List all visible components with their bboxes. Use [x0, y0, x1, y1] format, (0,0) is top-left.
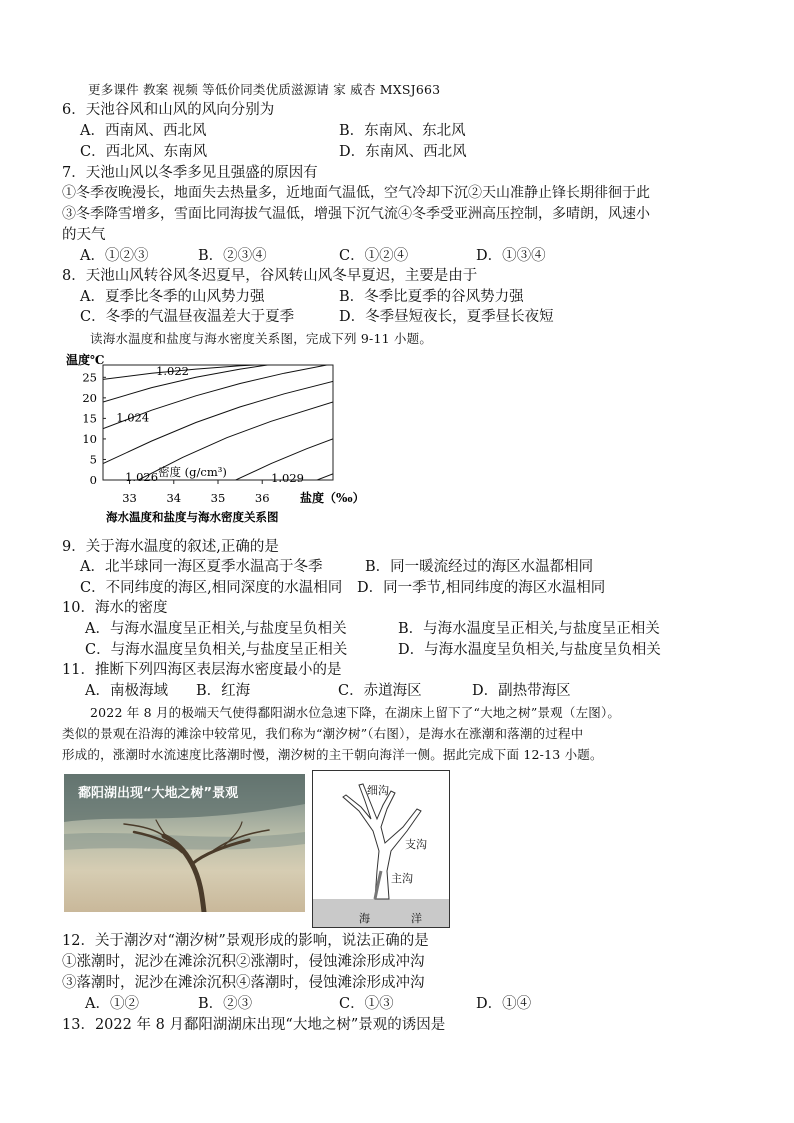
density-isoline-7 [307, 474, 334, 484]
question-7-stem: 7．天池山风以冬季多见且强盛的原因有 [62, 165, 318, 181]
chart-ylabel: 温度℃ [66, 353, 105, 367]
q12-statement-2: ③落潮时，泥沙在滩涂沉积④落潮时，侵蚀滩涂形成冲沟 [62, 975, 425, 991]
label-branch-gully: 支沟 [405, 838, 427, 851]
q9-option-b: B．同一暖流经过的海区水温都相同 [365, 559, 594, 575]
y-tick-label: 25 [82, 370, 97, 385]
q7-option-a: A．①②③ [80, 248, 149, 264]
q8-option-d: D．冬季昼短夜长，夏季昼长夜短 [339, 309, 554, 325]
q12-option-b: B．②③ [198, 996, 253, 1012]
question-9-stem: 9．关于海水温度的叙述,正确的是 [62, 539, 279, 555]
q6-option-d: D．东南风、西北风 [339, 144, 467, 160]
q7-statement-2: ③冬季降雪增多，雪面比同海拔气温低，增强下沉气流④冬季受亚洲高压控制，多晴朗，风速小 [62, 206, 650, 222]
isoline-label-1.022: 1.022 [156, 363, 190, 378]
q6-option-c: C．西北风、东南风 [80, 144, 208, 160]
label-main-gully: 主沟 [391, 872, 413, 885]
q6-option-b: B．东南风、东北风 [339, 123, 466, 139]
q11-option-a: A．南极海域 [85, 683, 168, 699]
x-tick-label: 36 [254, 491, 270, 505]
y-tick-label: 0 [89, 473, 97, 487]
label-sea-2: 洋 [411, 912, 422, 925]
q11-option-b: B．红海 [196, 683, 251, 699]
q7-statement-1: ①冬季夜晚漫长，地面失去热量多，近地面气温低，空气冷却下沉②天山准静止锋长期徘徊于此 [62, 185, 650, 201]
photo-caption: 鄱阳湖出现“大地之树”景观 [78, 786, 239, 801]
isoline-label-bottom-1: 1.026 [125, 469, 159, 484]
label-sea-1: 海 [359, 912, 370, 925]
q12-option-c: C．①③ [339, 996, 394, 1012]
q10-option-c: C．与海水温度呈负相关,与盐度呈正相关 [85, 642, 348, 658]
question-8-stem: 8．天池山风转谷风冬迟夏早，谷风转山风冬早夏迟，主要是由于 [62, 268, 478, 284]
x-tick-label: 35 [210, 491, 226, 505]
x-tick-label: 34 [166, 491, 182, 505]
question-6-stem: 6．天池谷风和山风的风向分别为 [62, 102, 275, 118]
density-isoline-2 [103, 357, 333, 402]
isoline-label-bottom-2: 1.029 [271, 471, 305, 486]
question-11-stem: 11．推断下列四海区表层海水密度最小的是 [62, 662, 342, 678]
chart-density-label: 密度 (g/cm³) [158, 465, 227, 479]
q10-option-b: B．与海水温度呈正相关,与盐度呈正相关 [398, 621, 660, 637]
q9-option-c: C．不同纬度的海区,相同深度的水温相同 [80, 580, 343, 596]
q11-option-c: C．赤道海区 [338, 683, 422, 699]
y-tick-label: 20 [82, 390, 97, 405]
q11-option-d: D．副热带海区 [472, 683, 571, 699]
poyang-lake-tree-photo [64, 774, 305, 912]
q12-option-d: D．①④ [476, 996, 532, 1012]
intro-12-13-line-2: 类似的景观在沿海的滩涂中较常见，我们称为“潮汐树”（右图），是海水在涨潮和落潮的过程中 [62, 726, 584, 741]
q7-option-c: C．①②④ [339, 248, 409, 264]
q10-option-a: A．与海水温度呈正相关,与盐度呈负相关 [85, 621, 347, 637]
q9-option-a: A．北半球同一海区夏季水温高于冬季 [80, 559, 323, 575]
q10-option-d: D．与海水温度呈负相关,与盐度呈负相关 [398, 642, 661, 658]
intro-12-13-line-3: 形成的，涨潮时水流速度比落潮时慢，潮汐树的主干朝向海洋一侧。据此完成下面 12-13 小题。 [62, 747, 603, 762]
q8-option-b: B．冬季比夏季的谷风势力强 [339, 289, 524, 305]
intro-9-11: 读海水温度和盐度与海水密度关系图，完成下列 9-11 小题。 [90, 331, 433, 346]
y-tick-label: 5 [89, 452, 97, 467]
question-10-stem: 10．海水的密度 [62, 600, 168, 616]
q7-option-b: B．②③④ [198, 248, 267, 264]
isoline-label-1.024: 1.024 [116, 410, 150, 425]
q8-option-a: A．夏季比冬季的山风势力强 [80, 289, 265, 305]
y-tick-label: 15 [82, 411, 97, 426]
y-tick-label: 10 [82, 431, 97, 446]
q12-option-a: A．①② [85, 996, 139, 1012]
question-13-stem: 13．2022 年 8 月鄱阳湖湖床出现“大地之树”景观的诱因是 [62, 1017, 446, 1033]
q7-option-d: D．①③④ [476, 248, 546, 264]
chart-title: 海水温度和盐度与海水密度关系图 [106, 510, 279, 524]
chart-xlabel: 盐度（‰） [300, 491, 365, 505]
q7-statement-3: 的天气 [62, 227, 106, 243]
density-chart [60, 348, 370, 528]
page-header: 更多课件 教案 视频 等低价同类优质滋源请 家 威杏 MXSJ663 [88, 82, 441, 97]
intro-12-13-line-1: 2022 年 8 月的极端天气使得鄱阳湖水位急速下降，在湖床上留下了“大地之树”景观（左图）。 [90, 705, 621, 720]
label-fine-gully: 细沟 [367, 784, 389, 797]
question-12-stem: 12．关于潮汐对“潮汐树”景观形成的影响，说法正确的是 [62, 933, 429, 949]
q9-option-d: D．同一季节,相同纬度的海区水温相同 [357, 580, 606, 596]
tidal-tree-diagram [312, 770, 450, 928]
q6-option-a: A．西南风、西北风 [80, 123, 207, 139]
q12-statement-1: ①涨潮时，泥沙在滩涂沉积②涨潮时，侵蚀滩涂形成冲沟 [62, 954, 425, 970]
q8-option-c: C．冬季的气温昼夜温差大于夏季 [80, 309, 295, 325]
x-tick-label: 33 [122, 491, 137, 505]
